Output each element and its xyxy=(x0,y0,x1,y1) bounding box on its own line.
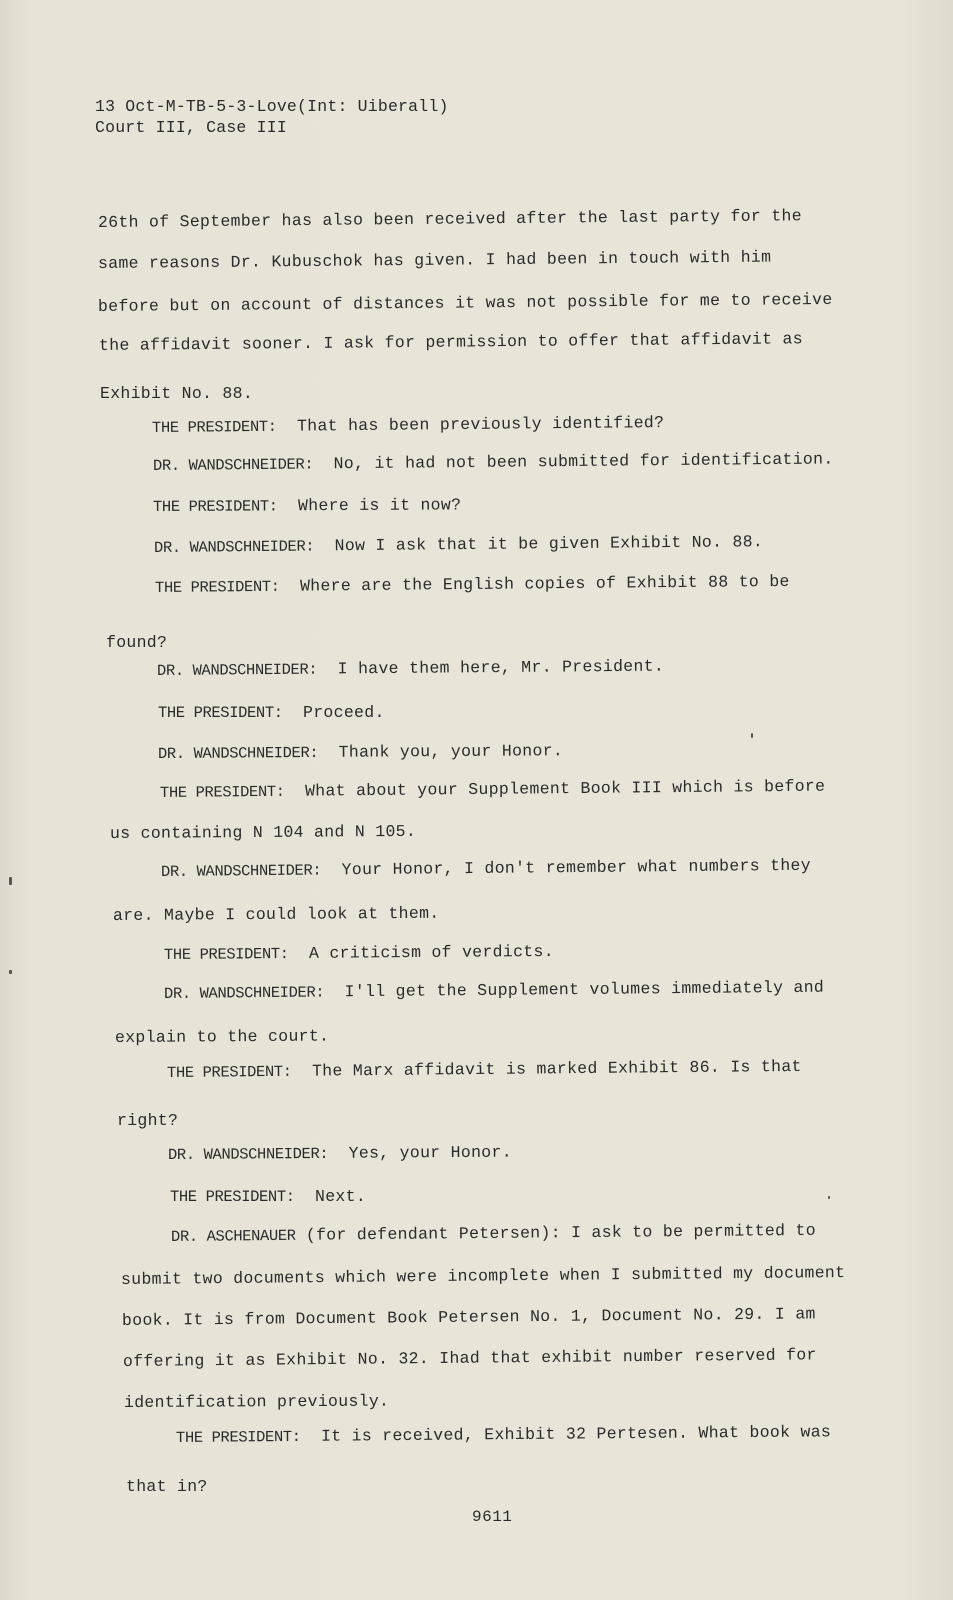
dialogue-line xyxy=(155,572,790,597)
dialogue-line xyxy=(158,703,385,722)
dialogue-line xyxy=(152,413,664,437)
speaker-label: THE PRESIDENT: xyxy=(159,782,285,802)
dialogue-line xyxy=(154,532,763,557)
dialogue-text: What about your Supplement Book III which is before xyxy=(304,776,826,801)
dialogue-text: No, it had not been submitted for identification. xyxy=(333,449,834,474)
speaker-label: THE PRESIDENT: xyxy=(166,1062,292,1082)
dialogue-text: A criticism of verdicts. xyxy=(308,941,554,963)
dialogue-text: I'll get the Supplement volumes immediately and xyxy=(344,977,825,1002)
text-line: 26th of September has also been received after the last party for the xyxy=(97,206,802,232)
speaker-label: DR. WANDSCHNEIDER: xyxy=(156,660,318,680)
dialogue-line xyxy=(164,978,824,1003)
text-line: are. Maybe I could look at them. xyxy=(112,903,440,925)
dialogue-line xyxy=(153,495,461,516)
speaker-label: THE PRESIDENT: xyxy=(170,1188,295,1206)
dialogue-text: Your Honor, I don't remember what numbers they xyxy=(341,855,811,880)
dialogue-line xyxy=(168,1143,512,1164)
dialogue-text: Where are the English copies of Exhibit 88 to be xyxy=(299,571,790,596)
speck-mark xyxy=(828,1196,830,1199)
text-line: the affidavit sooner. I ask for permission to offer that affidavit as xyxy=(98,329,803,355)
edge-mark xyxy=(9,877,12,885)
text-line: identification previously. xyxy=(123,1391,390,1412)
dialogue-line xyxy=(161,856,811,881)
dialogue-line xyxy=(158,741,563,763)
page-number: 9611 xyxy=(472,1508,513,1526)
speaker-label: THE PRESIDENT: xyxy=(151,417,277,437)
dialogue-line xyxy=(170,1187,366,1206)
text-line: explain to the court. xyxy=(114,1026,330,1047)
edge-mark xyxy=(9,970,12,974)
dialogue-text: I have them here, Mr. President. xyxy=(337,656,665,679)
speaker-label: DR. WANDSCHNEIDER: xyxy=(163,983,325,1003)
dialogue-text: Proceed. xyxy=(303,703,385,722)
speaker-label: DR. WANDSCHNEIDER: xyxy=(152,455,314,475)
speaker-label: DR. WANDSCHNEIDER: xyxy=(157,743,319,763)
speaker-label: THE PRESIDENT: xyxy=(154,577,280,597)
speaker-label: THE PRESIDENT: xyxy=(152,497,278,516)
dialogue-text: Thank you, your Honor. xyxy=(338,741,564,762)
dialogue-line xyxy=(171,1221,816,1246)
speaker-label: THE PRESIDENT: xyxy=(163,945,289,964)
dialogue-text: (for defendant Petersen): I ask to be permitted to xyxy=(305,1220,816,1245)
dialogue-text: Where is it now? xyxy=(297,495,462,516)
header-reference: 13 Oct-M-TB-5-3-Love(Int: Uiberall) xyxy=(95,97,449,116)
dialogue-line xyxy=(167,1057,802,1082)
text-line: book. It is from Document Book Petersen No. 1, Document No. 29. I am xyxy=(121,1304,816,1330)
speaker-label: DR. ASCHENAUER xyxy=(170,1226,296,1246)
text-line: submit two documents which were incomplete when I submitted my document xyxy=(120,1263,846,1289)
speck-mark xyxy=(751,733,753,738)
speaker-label: DR. WANDSCHNEIDER: xyxy=(153,537,315,557)
speaker-label: DR. WANDSCHNEIDER: xyxy=(160,861,322,881)
document-header xyxy=(95,96,449,138)
text-line: before but on account of distances it was not possible for me to receive xyxy=(97,289,833,316)
header-court: Court III, Case III xyxy=(95,118,287,137)
text-line: us containing N 104 and N 105. xyxy=(109,821,417,843)
dialogue-text: It is received, Exhibit 32 Pertesen. What book was xyxy=(320,1422,832,1446)
dialogue-line xyxy=(160,777,825,802)
text-line: found? xyxy=(106,633,168,652)
dialogue-line xyxy=(164,942,554,964)
speaker-label: DR. WANDSCHNEIDER: xyxy=(167,1144,329,1164)
dialogue-text: That has been previously identified? xyxy=(296,413,665,436)
dialogue-text: Next. xyxy=(315,1187,367,1206)
speaker-label: THE PRESIDENT: xyxy=(175,1427,301,1447)
dialogue-line xyxy=(176,1422,831,1447)
dialogue-line xyxy=(153,449,834,475)
text-line: same reasons Dr. Kubuschok has given. I had been in touch with him xyxy=(97,247,772,273)
dialogue-text: The Marx affidavit is marked Exhibit 86. Is that xyxy=(311,1056,802,1081)
text-line: Exhibit No. 88. xyxy=(100,384,254,403)
dialogue-text: Yes, your Honor. xyxy=(348,1142,512,1163)
dialogue-text: Now I ask that it be given Exhibit No. 88. xyxy=(334,532,764,556)
text-line: offering it as Exhibit No. 32. Ihad that exhibit number reserved for xyxy=(122,1345,817,1371)
dialogue-line xyxy=(157,657,664,680)
speaker-label: THE PRESIDENT: xyxy=(158,704,283,722)
text-line: that in? xyxy=(126,1477,208,1496)
text-line: right? xyxy=(117,1111,179,1130)
